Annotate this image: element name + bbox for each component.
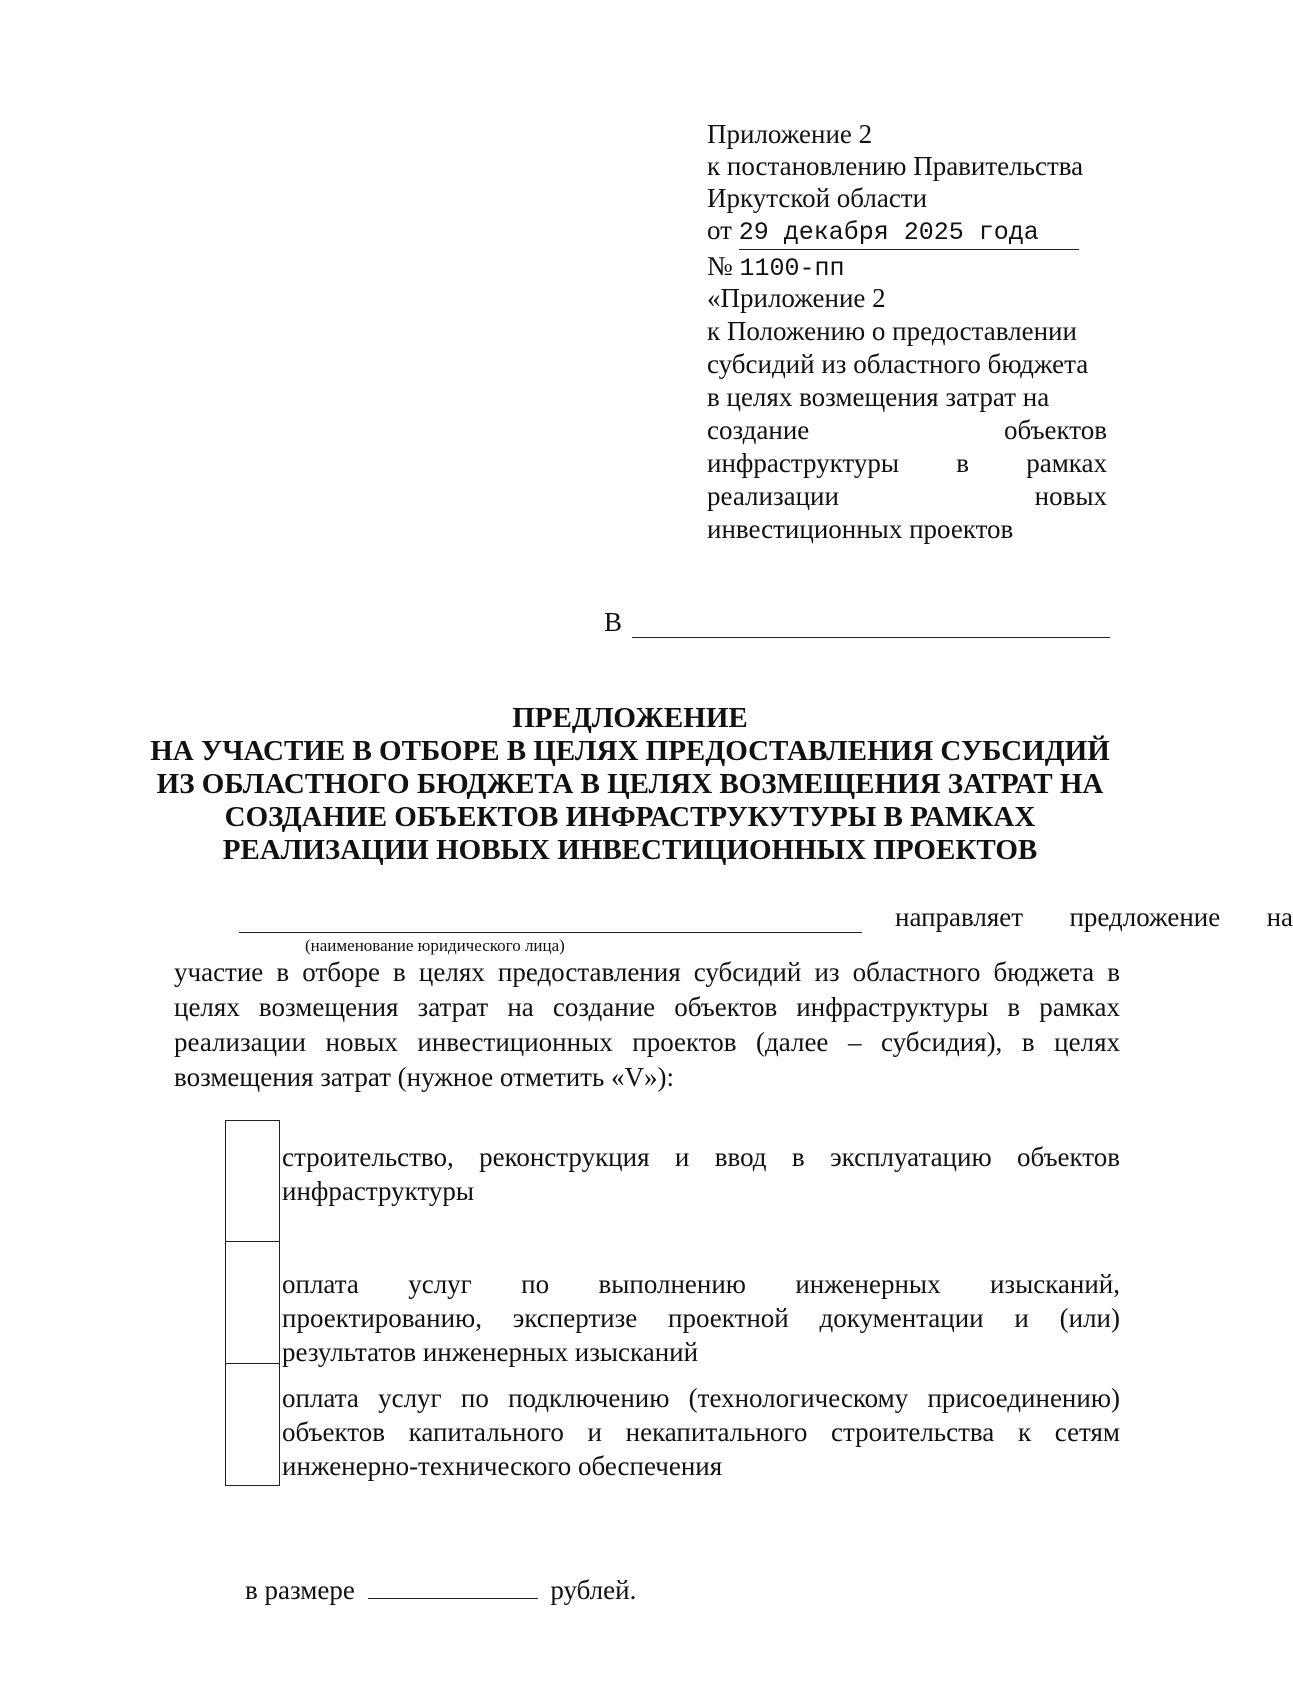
proposal-words [895, 902, 1293, 933]
legal-entity-blank-line[interactable] [239, 932, 862, 933]
number-value: 1100-пп [739, 254, 845, 283]
option-line: инфраструктуры [282, 1176, 474, 1206]
paragraph-line: реализации новых инвестиционных проектов (далее – субсидия), в целях [174, 1027, 1120, 1057]
appendix-line: к постановлению Правительства [707, 151, 1084, 181]
paragraph-line: целях возмещения затрат на создание объектов инфраструктуры в рамках [174, 992, 1120, 1022]
option-text [282, 1140, 1120, 1208]
nested-appendix [707, 282, 1107, 546]
amount-suffix: рублей. [550, 1575, 637, 1605]
appendix-line: Приложение 2 [707, 119, 873, 149]
addressee-blank-line[interactable] [632, 637, 1110, 638]
proposal-paragraph [174, 955, 1120, 1095]
nested-word: создание объектов [707, 415, 1107, 445]
option-line: проектированию, экспертизе проектной документации и (или) [282, 1303, 1120, 1333]
appendix-line: Иркутской области [707, 183, 928, 213]
paragraph-line: участие в отборе в целях предоставления субсидий из областного бюджета в [174, 957, 1120, 987]
date-value: 29 декабря 2025 года [739, 217, 1079, 250]
nested-line: «Приложение 2 [707, 283, 886, 313]
title-line: СОЗДАНИЕ ОБЪЕКТОВ ИНФРАСТРУКУТУРЫ В РАМКАХ [224, 801, 1036, 833]
appendix-number [707, 250, 1107, 285]
nested-line: инвестиционных проектов [707, 514, 1014, 544]
nested-word: реализации новых [707, 481, 1107, 511]
amount-prefix: в размере [245, 1575, 355, 1605]
paragraph-line: возмещения затрат (нужное отметить «V»): [174, 1062, 675, 1092]
appendix-date [707, 214, 1107, 250]
option-line: объектов капитального и некапитального строительства к сетям [282, 1417, 1120, 1447]
title-line: ПРЕДЛОЖЕНИЕ [512, 702, 748, 734]
nested-line-justified [707, 447, 1107, 480]
option-line: результатов инженерных изысканий [282, 1337, 699, 1367]
option-line: оплата услуг по подключению (технологическому присоединению) [282, 1383, 1120, 1413]
title-line: НА УЧАСТИЕ В ОТБОРЕ В ЦЕЛЯХ ПРЕДОСТАВЛЕНИЯ СУБСИДИЙ [150, 735, 1110, 767]
option-text [282, 1381, 1120, 1483]
option-line: инженерно-технического обеспечения [282, 1451, 723, 1481]
amount-blank-line[interactable] [368, 1578, 538, 1599]
number-prefix: № [707, 251, 733, 281]
date-prefix: от [707, 215, 732, 245]
nested-line: к Положению о предоставлении [707, 316, 1077, 346]
proposal-first-line [175, 898, 1293, 958]
nested-word: инфраструктуры в рамках [707, 448, 1107, 478]
nested-line-justified [707, 414, 1107, 447]
title-line: ИЗ ОБЛАСТНОГО БЮДЖЕТА В ЦЕЛЯХ ВОЗМЕЩЕНИЯ ЗАТРАТ НА [156, 768, 1104, 800]
appendix-header [707, 118, 1107, 285]
option-checkbox[interactable] [225, 1363, 280, 1486]
option-line: строительство, реконструкция и ввод в эксплуатацию объектов [282, 1142, 1120, 1172]
document-title [150, 702, 1110, 867]
legal-entity-caption: (наименование юридического лица) [305, 936, 565, 955]
option-line: оплата услуг по выполнению инженерных изысканий, [282, 1269, 1120, 1299]
option-text [282, 1267, 1120, 1369]
option-checkbox[interactable] [225, 1120, 280, 1242]
nested-line: в целях возмещения затрат на [707, 382, 1050, 412]
proposal-word: предложение [1069, 902, 1221, 932]
option-checkbox[interactable] [225, 1241, 280, 1364]
amount-line [245, 1575, 636, 1606]
proposal-word: направляет [895, 902, 1024, 932]
proposal-word: на [1266, 902, 1293, 932]
title-line: РЕАЛИЗАЦИИ НОВЫХ ИНВЕСТИЦИОННЫХ ПРОЕКТОВ [222, 834, 1038, 866]
nested-line-justified [707, 480, 1107, 513]
addressee-field [604, 607, 1110, 643]
addressee-letter: В [604, 607, 623, 637]
nested-line: субсидий из областного бюджета [707, 349, 1089, 379]
